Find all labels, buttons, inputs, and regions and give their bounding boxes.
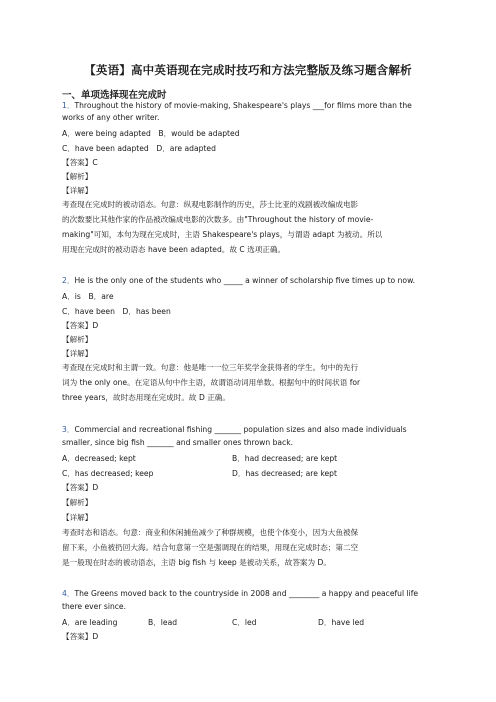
- question-4-stem: [62, 588, 418, 599]
- question-3-text: Commercial and recreational fishing _______ population sizes and also made individuals: [74, 425, 407, 434]
- question-3-detail-label: 【详解】: [62, 513, 93, 522]
- question-1-options-cd: C．have been adapted D．are adapted: [62, 144, 216, 153]
- document-title: 【英语】高中英语现在完成时技巧和方法完整版及练习题含解析: [84, 63, 412, 77]
- question-3-option-a: A．decreased; kept: [62, 454, 136, 463]
- question-3-analysis-label: 【解析】: [62, 498, 93, 507]
- question-3-explanation-2: 留下来，小鱼被扔回大海。结合句意第一空是强调现在的结果，用现在完成时态；第二空: [62, 543, 359, 552]
- section-heading: 一、单项选择现在完成时: [62, 90, 167, 101]
- question-3-stem-cont: smaller, since big fish _______ and smaller ones thrown back.: [62, 438, 294, 447]
- question-1-stem-cont: works of any other writer.: [62, 113, 160, 122]
- question-4-answer: 【答案】D: [62, 632, 99, 641]
- question-2-number: 2．: [62, 276, 75, 285]
- question-4-stem-cont: there ever since.: [62, 602, 127, 611]
- question-4-option-d: D．have led: [318, 618, 365, 627]
- question-4-option-c: C．led: [232, 618, 257, 627]
- question-2-explanation-3: three years，故时态用现在完成时。故 D 正确。: [62, 393, 230, 402]
- question-4-option-a: A．are leading: [62, 618, 118, 627]
- question-2-explanation-2: 词为 the only one。在定语从句中作主语，故谓语动词用单数。根据句中的时间状语 for: [62, 378, 361, 387]
- question-2-answer: 【答案】D: [62, 321, 99, 330]
- question-3-explanation-3: 是一般现在时态的被动语态，主语 big fish 与 keep 是被动关系，故答案为 D。: [62, 558, 331, 567]
- question-1-explanation-2: 的次数要比其他作家的作品被改编成电影的次数多。由"Throughout the history of movie-: [62, 215, 374, 224]
- question-3-option-c: C．has decreased; keep: [62, 469, 154, 478]
- question-2-explanation-1: 考查现在完成时和主谓一致。句意：他是唯一一位三年奖学金获得者的学生。句中的先行: [62, 363, 359, 372]
- question-1-options-ab: A．were being adapted B．would be adapted: [62, 129, 240, 138]
- question-2-options-ab: A．is B．are: [62, 292, 114, 301]
- question-3-option-d: D．has decreased; are kept: [232, 469, 337, 478]
- question-3-number: 3．: [62, 425, 75, 434]
- question-1-number: 1．: [62, 101, 75, 110]
- question-4-text: The Greens moved back to the countryside in 2008 and ________ a happy and peaceful life: [74, 589, 419, 598]
- question-1-explanation-4: 用现在完成时的被动语态 have been adapted。故 C 选项正确。: [62, 245, 286, 254]
- question-1-answer: 【答案】C: [62, 158, 98, 167]
- question-3-explanation-1: 考查时态和语态。句意：商业和休闲捕鱼减少了种群规模，也使个体变小，因为大鱼被保: [62, 528, 359, 537]
- question-3-answer: 【答案】D: [62, 483, 99, 492]
- question-2-text: He is the only one of the students who _____ a winner of scholarship five times up to now.: [74, 276, 416, 285]
- question-4-number: 4．: [62, 589, 75, 598]
- question-1-analysis-label: 【解析】: [62, 172, 93, 181]
- question-3-stem: [62, 424, 407, 435]
- question-2-options-cd: C．have been D．has been: [62, 307, 171, 316]
- question-3-option-b: B．had decreased; are kept: [232, 454, 338, 463]
- question-1-explanation-1: 考查现在完成时的被动语态。句意：纵观电影制作的历史，莎士比亚的戏剧被改编成电影: [62, 200, 359, 209]
- question-2-detail-label: 【详解】: [62, 349, 93, 358]
- question-4-option-b: B．lead: [148, 618, 178, 627]
- question-1-stem: [62, 100, 412, 111]
- question-1-explanation-3: making"可知，本句为现在完成时，主语 Shakespeare's plays，与谓语 adapt 为被动。所以: [62, 230, 383, 239]
- question-2-stem: [62, 275, 415, 286]
- question-1-detail-label: 【详解】: [62, 186, 93, 195]
- question-1-text: Throughout the history of movie-making, Shakespeare's plays ___for films more than the: [74, 101, 412, 110]
- question-2-analysis-label: 【解析】: [62, 335, 93, 344]
